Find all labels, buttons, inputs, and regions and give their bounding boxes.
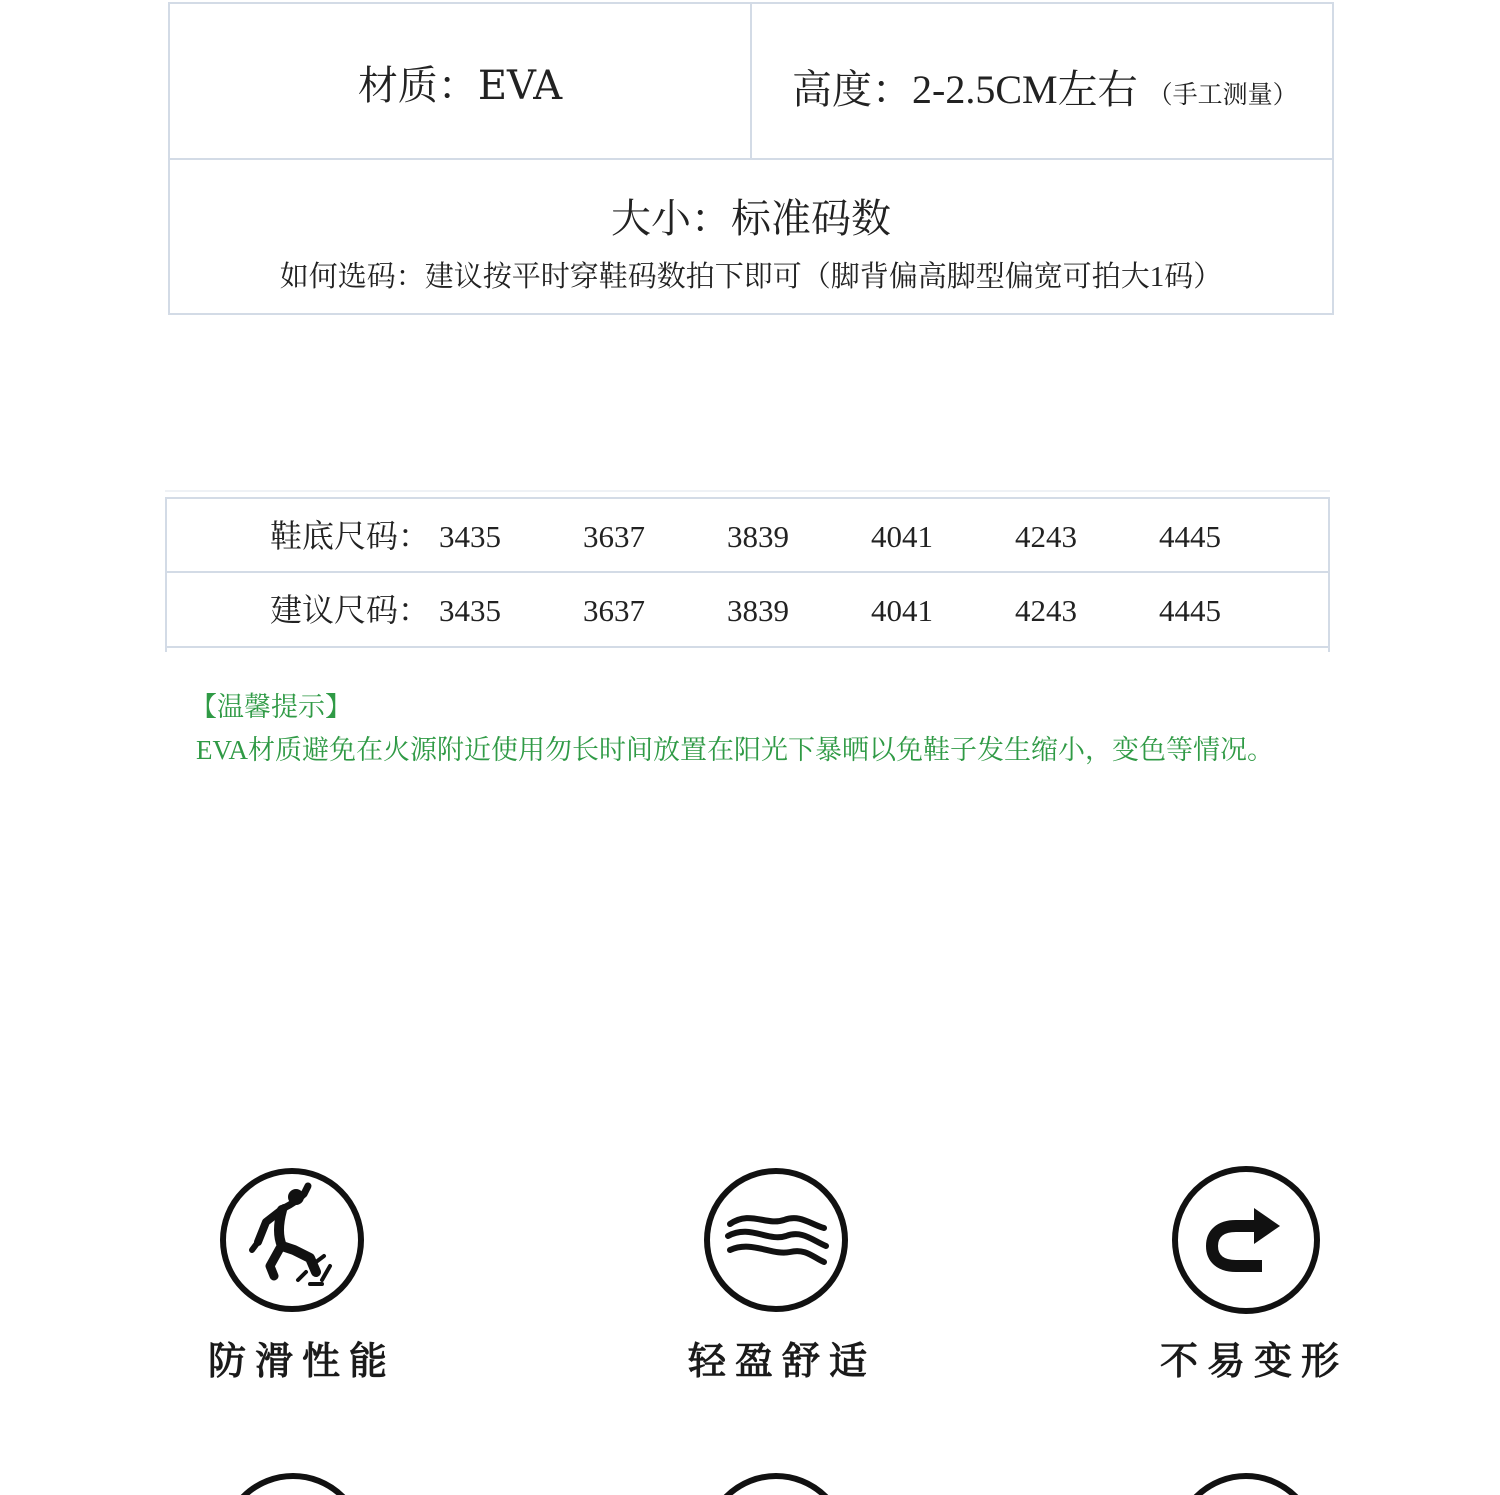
size-value: 4041 bbox=[871, 593, 933, 628]
size-value: 4243 bbox=[1015, 519, 1077, 554]
size-value: 3839 bbox=[727, 593, 789, 628]
height-value: 2-2.5CM bbox=[912, 67, 1058, 112]
feature-lightweight bbox=[702, 1166, 850, 1314]
height-cell bbox=[752, 4, 1332, 158]
size-value: 3435 bbox=[439, 519, 501, 554]
material-value: EVA bbox=[477, 63, 563, 109]
feature-shape-retention bbox=[1170, 1164, 1322, 1316]
circle-icon bbox=[220, 1470, 366, 1495]
size-value: 3637 bbox=[583, 593, 645, 628]
tip-body-text: 材质避免在火源附近使用勿长时间放置在阳光下暴晒以免鞋子发生缩小，变色等情况。 bbox=[248, 735, 1275, 766]
feature-label-lightweight: 轻盈舒适 bbox=[688, 1339, 877, 1383]
height-text bbox=[792, 64, 1298, 121]
size-table bbox=[165, 497, 1330, 652]
size-value: 4243 bbox=[1015, 593, 1077, 628]
table-row bbox=[167, 573, 1328, 648]
size-value: 3839 bbox=[727, 519, 789, 554]
tip-body-latin: EVA bbox=[196, 735, 249, 765]
size-guide bbox=[170, 256, 1332, 297]
row-label-sole-size: 鞋底尺码： bbox=[270, 517, 431, 555]
size-title: 大小：标准码数 bbox=[611, 196, 891, 242]
table-row bbox=[167, 499, 1328, 573]
material-label: 材质： bbox=[357, 63, 478, 109]
size-guide-num: 1 bbox=[1149, 261, 1165, 293]
material-cell bbox=[170, 4, 752, 158]
tip-body bbox=[196, 732, 1274, 769]
spec-row-material-height bbox=[170, 4, 1332, 160]
size-guide-suffix: 码） bbox=[1164, 259, 1223, 293]
return-arrow-icon bbox=[1170, 1164, 1322, 1316]
size-value: 4445 bbox=[1159, 519, 1221, 554]
tip-title: 【温馨提示】 bbox=[190, 692, 352, 723]
size-value: 3435 bbox=[439, 593, 501, 628]
circle-icon bbox=[703, 1470, 849, 1495]
anti-slip-icon bbox=[218, 1166, 366, 1314]
waves-icon bbox=[702, 1166, 850, 1314]
spec-table bbox=[168, 2, 1334, 315]
size-value: 4445 bbox=[1159, 593, 1221, 628]
height-note: （手工测量） bbox=[1147, 80, 1298, 109]
size-guide-prefix: 如何选码：建议按平时穿鞋码数拍下即可（脚背偏高脚型偏宽可拍大 bbox=[279, 259, 1150, 293]
height-label: 高度： bbox=[792, 67, 912, 113]
height-suffix: 左右 bbox=[1057, 67, 1138, 113]
circle-icon bbox=[1173, 1470, 1319, 1495]
feature-anti-slip bbox=[218, 1166, 366, 1314]
feature-label-anti-slip: 防滑性能 bbox=[208, 1339, 397, 1383]
feature-label-shape-retention: 不易变形 bbox=[1160, 1339, 1349, 1383]
material-text bbox=[170, 60, 750, 112]
size-value: 3637 bbox=[583, 519, 645, 554]
size-value: 4041 bbox=[871, 519, 933, 554]
row-label-suggested-size: 建议尺码： bbox=[270, 591, 431, 629]
